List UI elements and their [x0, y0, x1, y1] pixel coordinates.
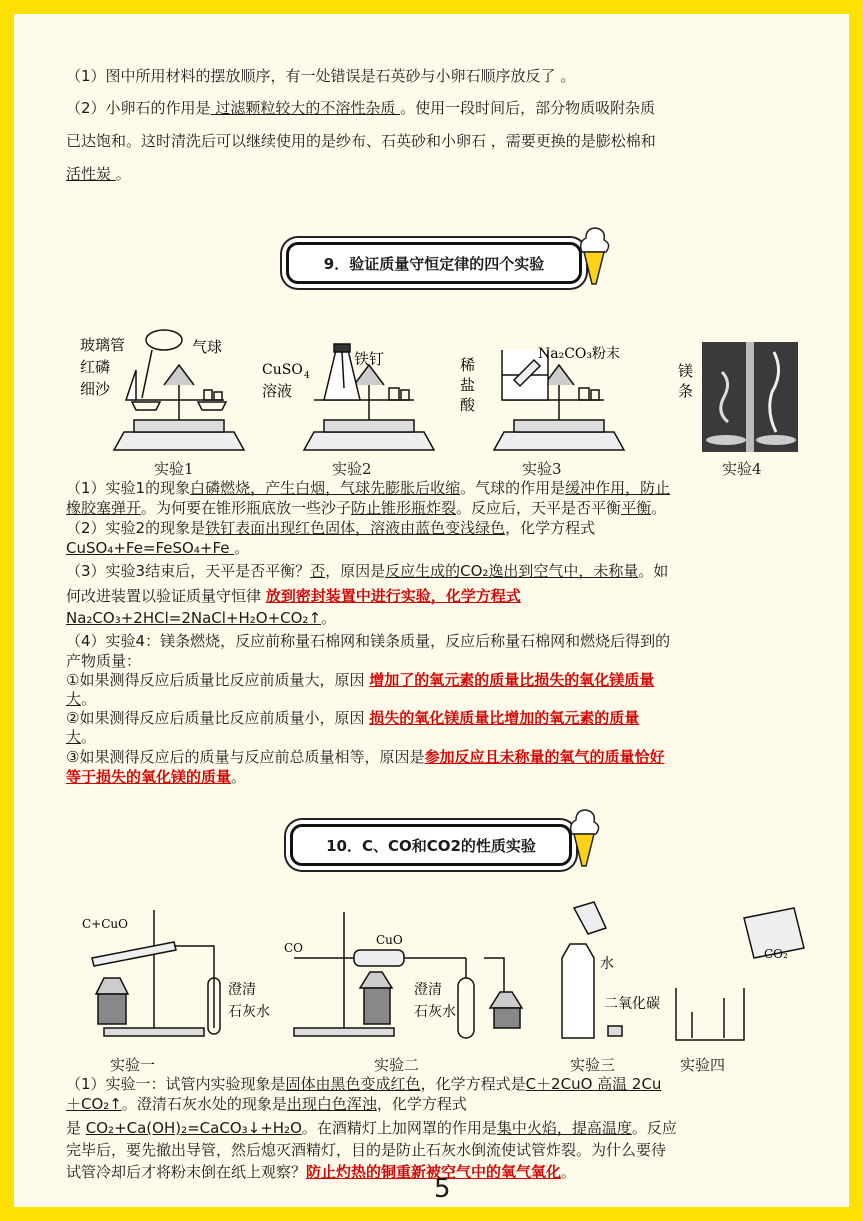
answer: 缓冲作用，防止 — [565, 479, 671, 497]
paragraph — [66, 538, 814, 558]
paragraph — [66, 727, 814, 747]
text: 。在酒精灯上加网罩的作用是 — [301, 1119, 497, 1137]
answer: 大 — [66, 690, 82, 708]
paragraph — [66, 478, 814, 498]
paragraph — [66, 131, 814, 151]
label-co2-text: 二氧化碳 — [604, 996, 660, 1012]
title-text: 10．C、CO和CO2的性质实验 — [326, 836, 536, 855]
text: （2）小卵石的作用是 — [66, 99, 211, 117]
text: 何改进装置以验证质量守恒律 — [66, 587, 266, 605]
text: 。 — [321, 609, 337, 627]
answer: 橡胶塞弹开 — [66, 499, 142, 517]
text: 。 — [81, 728, 97, 746]
text: 。 — [81, 690, 97, 708]
label-red-phosphorus: 红磷 — [80, 358, 111, 376]
text: （4）实验4：镁条燃烧，反应前称量石棉网和镁条质量，反应后称量石棉网和燃烧后得到的 — [66, 632, 671, 650]
paragraph — [66, 1118, 814, 1138]
label-hcl-3: 酸 — [460, 396, 476, 414]
answer: 否 — [310, 562, 326, 580]
equation: ＋CO₂↑ — [66, 1095, 122, 1113]
caption-exp1: 实验1 — [154, 460, 194, 478]
text: 。气球的作用是 — [460, 479, 566, 497]
label-glass-tube: 玻璃管 — [80, 336, 126, 354]
label-water: 水 — [600, 956, 614, 972]
text: 。澄清石灰水处的现象是 — [121, 1095, 287, 1113]
mass-conservation-figures — [64, 310, 824, 472]
caption-exp-two: 实验二 — [374, 1056, 420, 1074]
label-na2co3: Na₂CO₃粉末 — [538, 346, 621, 362]
answer: 铁钉表面出现红色固体，溶液由蓝色变浅绿色 — [205, 519, 506, 537]
label-mg-1: 镁 — [678, 362, 694, 380]
text: 试管冷却后才将粉末倒在纸上观察？ — [66, 1163, 307, 1181]
label-sand: 细沙 — [80, 380, 111, 398]
text: （3）实验3结束后，天平是否平衡？ — [66, 562, 311, 580]
text: ，化学方程式 — [505, 519, 596, 537]
text: 。反应后，天平是否平衡 — [456, 499, 622, 517]
answer: 活性炭 — [66, 165, 116, 183]
text: 。 — [651, 499, 667, 517]
paragraph — [66, 608, 814, 628]
label-limewater-1: 澄清 — [228, 982, 256, 998]
answer: 大 — [66, 728, 82, 746]
answer: 出现白色浑浊 — [286, 1095, 377, 1113]
caption-exp-three: 实验三 — [570, 1056, 616, 1074]
label-cuso4: CuSO — [262, 362, 303, 378]
label-cuo: CuO — [376, 933, 403, 947]
text: （2）实验2的现象是 — [66, 519, 206, 537]
answer: 白磷燃烧，产生白烟，气球先膨胀后收缩 — [190, 479, 461, 497]
ice-cream-icon — [564, 804, 604, 870]
text: 。 — [234, 539, 250, 557]
text: 。 — [231, 768, 247, 786]
paragraph — [66, 98, 814, 118]
text: 已达饱和。这时清洗后可以继续使用的是纱布、石英砂和小卵石 ，需要更换的是膨松棉和 — [66, 132, 656, 150]
label-cuso4-sub: 4 — [304, 371, 310, 381]
label-balloon: 气球 — [192, 338, 223, 356]
text: 。如 — [638, 562, 669, 580]
text: 完毕后，要先撤出导管，然后熄灭酒精灯，目的是防止石灰水倒流使试管炸裂。为什么要待 — [66, 1141, 667, 1159]
paragraph — [66, 767, 814, 787]
answer: 防止灼热的铜重新被空气中的氧气氧化 — [306, 1163, 562, 1181]
label-limewater-2: 石灰水 — [228, 1004, 270, 1020]
paragraph — [66, 651, 814, 671]
text: ，化学方程式 — [376, 1095, 467, 1113]
text: ②如果测得反应后质量比反应前质量小，原因 — [66, 709, 370, 727]
paragraph — [66, 631, 814, 651]
ice-cream-icon — [574, 222, 614, 288]
label-hcl-1: 稀 — [460, 356, 476, 374]
answer: 等于损失的氧化镁的质量 — [66, 768, 232, 786]
caption-exp-one: 实验一 — [110, 1056, 156, 1074]
label-c-cuo: C+CuO — [82, 917, 128, 931]
caption-exp2: 实验2 — [332, 460, 372, 478]
paragraph — [66, 561, 814, 581]
text: （1）图中所用材料的摆放顺序，有一处错误是石英砂与小卵石顺序放反了 。 — [66, 67, 576, 85]
section-title — [290, 824, 572, 866]
text: 。使用一段时间后，部分物质吸附杂质 — [400, 99, 656, 117]
paragraph — [66, 747, 814, 767]
paragraph — [66, 1094, 814, 1114]
answer: 集中火焰，提高温度 — [496, 1119, 632, 1137]
answer: 参加反应且未称量的氧气的质量恰好 — [424, 748, 665, 766]
text: ③如果测得反应后的质量与反应前总质量相等，原因是 — [66, 748, 425, 766]
equation: C＋2CuO 高温 2Cu — [525, 1075, 662, 1093]
label-limewater-4: 石灰水 — [414, 1004, 456, 1020]
paragraph — [66, 164, 814, 184]
answer: 增加了的氧元素的质量比损失的氧化镁质量 — [369, 671, 655, 689]
equation: CuSO₄+Fe=FeSO₄+Fe — [66, 539, 235, 557]
label-hcl-2: 盐 — [460, 376, 476, 394]
answer: 放到密封装置中进行实验，化学方程式 — [265, 587, 521, 605]
text: 。 — [115, 165, 131, 183]
carbon-co-co2-figures — [64, 898, 824, 1058]
answer: 防止锥形瓶炸裂 — [351, 499, 457, 517]
paragraph — [66, 1074, 814, 1094]
text: 产物质量： — [66, 652, 142, 670]
text: （1）实验1的现象 — [66, 479, 191, 497]
page-number: 5 — [434, 1174, 451, 1204]
label-co: CO — [284, 941, 304, 955]
paragraph — [66, 498, 814, 518]
label-nail: 铁钉 — [354, 350, 385, 368]
section-title — [286, 242, 582, 284]
text: ①如果测得反应后质量比反应前质量大，原因 — [66, 671, 370, 689]
text: 。为何要在锥形瓶底放一些沙子 — [141, 499, 352, 517]
text: ，化学方程式是 — [420, 1075, 526, 1093]
title-text: 9．验证质量守恒定律的四个实验 — [323, 254, 545, 273]
text: ，原因是 — [325, 562, 386, 580]
equation: Na₂CO₃+2HCl=2NaCl+H₂O+CO₂↑ — [66, 609, 322, 627]
label-mg-2: 条 — [678, 382, 694, 400]
caption-exp4: 实验4 — [722, 460, 762, 478]
paragraph — [66, 670, 814, 690]
text: （1）实验一：试管内实验现象是 — [66, 1075, 286, 1093]
paragraph — [66, 518, 814, 538]
paragraph — [66, 586, 814, 606]
answer: 固体由黑色变成红色 — [285, 1075, 421, 1093]
paragraph — [66, 708, 814, 728]
caption-exp-four: 实验四 — [680, 1056, 726, 1074]
equation: CO₂+Ca(OH)₂=CaCO₃↓+H₂O — [85, 1119, 302, 1137]
label-limewater-3: 澄清 — [414, 982, 442, 998]
paragraph — [66, 66, 814, 86]
text: 是 — [66, 1119, 86, 1137]
caption-exp3: 实验3 — [522, 460, 562, 478]
text: 。反应 — [631, 1119, 677, 1137]
paragraph — [66, 689, 814, 709]
label-co2: CO₂ — [764, 947, 788, 961]
answer: 平衡 — [621, 499, 652, 517]
label-solution: 溶液 — [262, 382, 293, 400]
page — [14, 14, 849, 1207]
paragraph — [66, 1140, 814, 1160]
text: 。 — [561, 1163, 577, 1181]
answer: 过滤颗粒较大的不溶性杂质 — [210, 99, 401, 117]
answer: 反应生成的CO₂逸出到空气中，未称量 — [385, 562, 639, 580]
answer: 损失的氧化镁质量比增加的氧元素的质量 — [369, 709, 640, 727]
